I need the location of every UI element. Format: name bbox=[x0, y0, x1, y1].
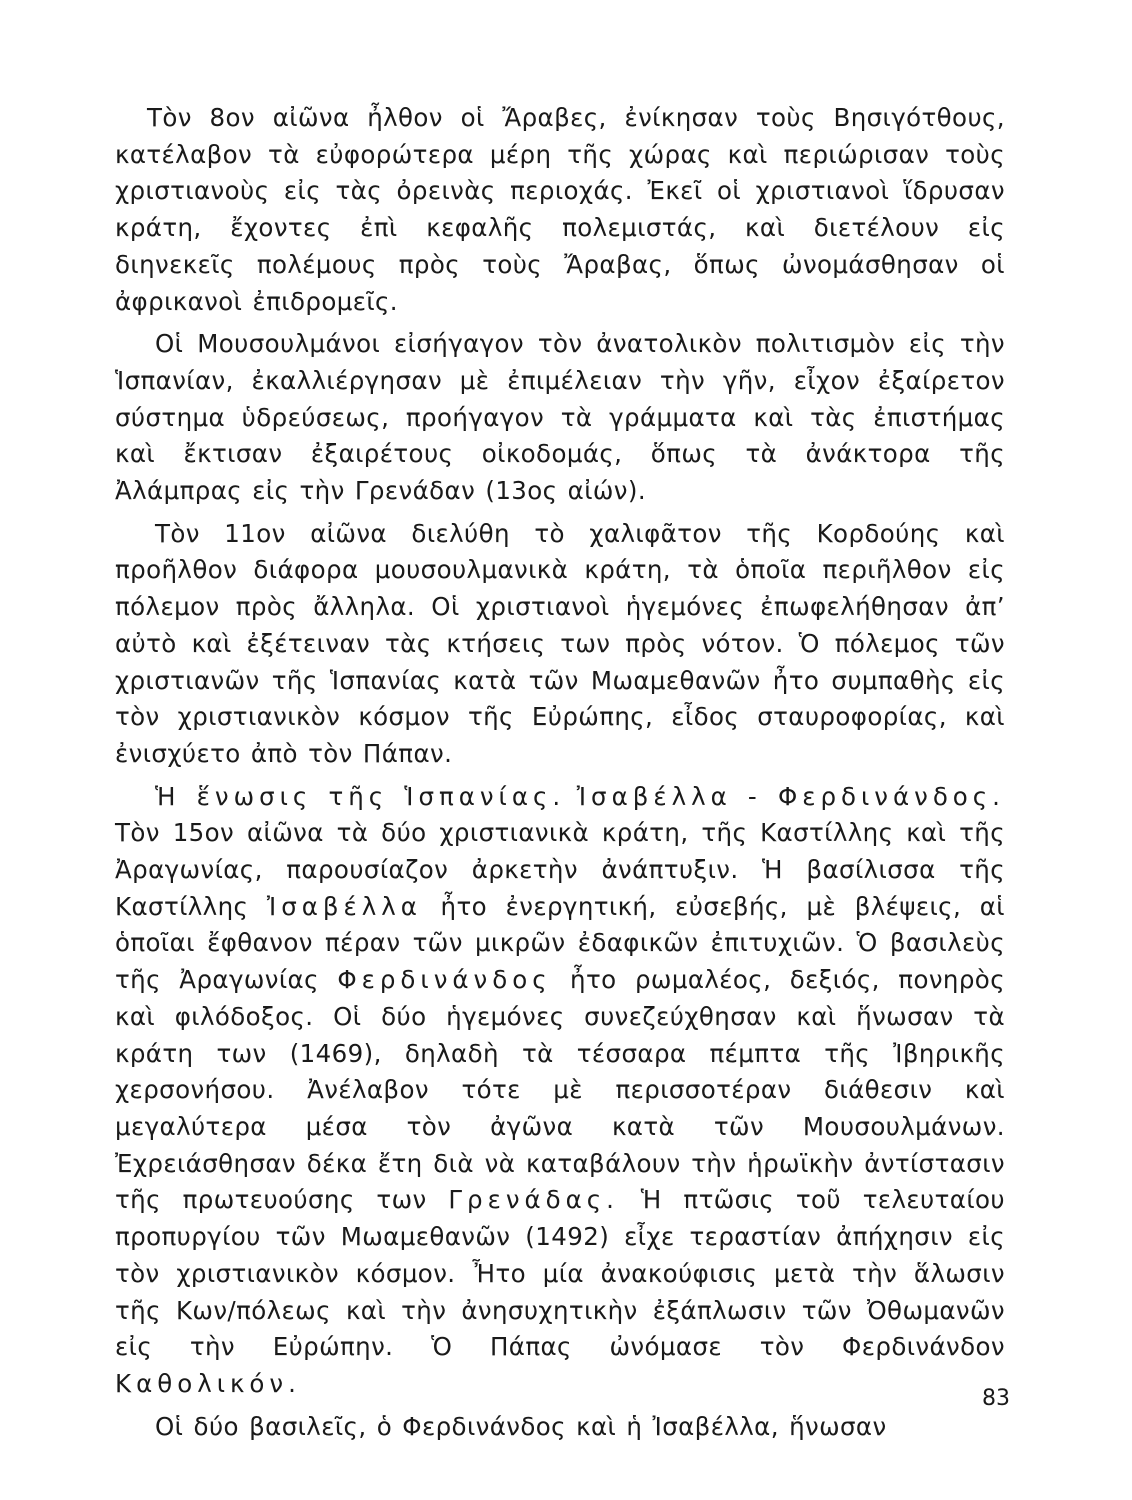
section-heading: Ἡ ἕνωσις τῆς Ἱσπανίας. bbox=[155, 781, 566, 811]
name-ferdinand: Φερδινάνδος bbox=[337, 965, 552, 995]
paragraph-two-kings: Οἱ δύο βασιλεῖς, ὁ Φερδινάνδος καὶ ἡ Ἰσαβέλλα, ἥνωσαν bbox=[155, 1411, 887, 1441]
union-text-3: ἦτο ρωμαλέος, δεξιός, πονηρὸς καὶ φιλόδοξος. Οἱ δύο ἡγεμόνες συνεζεύχθησαν καὶ ἥνωσαν τὰ κράτη των (1469), δηλαδὴ τὰ τέσσαρα πέμπτα τῆς Ἰβηρικῆς χερσονήσου. Ἀνέλαβον τότε μὲ περισσοτέραν διάθεσιν καὶ μεγαλύτερα μέσα τὸν ἀγῶνα κατὰ τῶν Μουσουλμάνων. Ἐχρειάσθησαν δέκα ἔτη διὰ νὰ καταβάλουν τὴν ἡρωϊκὴν ἀντίστασιν τῆς πρωτευούσης των bbox=[115, 965, 1005, 1215]
union-text-4: Ἡ πτῶσις τοῦ τελευταίου προπυργίου τῶν Μωαμεθανῶν (1492) εἶχε τεραστίαν ἀπήχησιν εἰς τὸν χριστιανικὸν κόσμον. Ἦτο μία ἀνακούφισις μετὰ τὴν ἅλωσιν τῆς Κων/πόλεως καὶ τὴν ἀνησυχητικὴν ἐξάπλωσιν τῶν Ὀθωμανῶν εἰς τὴν Εὐρώπην. Ὁ Πάπας ὠνόμασε τὸν Φερδινάνδον bbox=[115, 1185, 1005, 1362]
name-isabella: Ἰσαβέλλα bbox=[266, 891, 422, 921]
union-text-1: Τὸν 15ον αἰῶνα τὰ δύο χριστιανικὰ κράτη, τῆς Καστίλλης καὶ τῆς Ἀραγωνίας, παρουσίαζον ἀρκετὴν ἀνάπτυξιν. Ἡ βασίλισσα τῆς Καστίλλης bbox=[115, 818, 1005, 921]
paragraph-arab-conquest: Τὸν 8ον αἰῶνα ἦλθον οἱ Ἄραβες, ἐνίκησαν τοὺς Βησιγότθους, κατέλαβον τὰ εὐφορώτερα μέρη τῆς χώρας καὶ περιώρισαν τοὺς χριστιανοὺς εἰς τὰς ὀρεινὰς περιοχάς. Ἐκεῖ οἱ χριστιανοὶ ἵδρυσαν κράτη, ἔχοντες ἐπὶ κεφαλῆς πολεμιστάς, καὶ διετέλουν εἰς διηνεκεῖς πολέμους πρὸς τοὺς Ἄραβας, ὅπως ὠνομάσθησαν οἱ ἀφρικανοὶ ἐπιδρομεῖς. bbox=[115, 103, 1005, 316]
name-catholic: Καθολικόν. bbox=[115, 1368, 301, 1398]
name-granada: Γρενάδας. bbox=[448, 1185, 619, 1215]
page-number: 83 bbox=[982, 1386, 1010, 1411]
paragraph-muslim-civilization: Οἱ Μουσουλμάνοι εἰσήγαγον τὸν ἀνατολικὸν πολιτισμὸν εἰς τὴν Ἱσπανίαν, ἐκαλλιέργησαν μὲ ἐπιμέλειαν τὴν γῆν, εἶχον ἐξαίρετον σύστημα ὑδρεύσεως, προήγαγον τὰ γράμματα καὶ τὰς ἐπιστήμας καὶ ἔκτισαν ἐξαιρέτους οἰκοδομάς, ὅπως τὰ ἀνάκτορα τῆς Ἀλάμπρας εἰς τὴν Γρενάδαν (13ος αἰών). bbox=[115, 329, 1005, 506]
union-text-2: ἦτο ἐνεργητική, εὐσεβής, μὲ βλέψεις, αἱ ὁποῖαι ἔφθανον πέραν τῶν μικρῶν ἐδαφικῶν ἐπιτυχιῶν. Ὁ βασιλεὺς τῆς Ἀραγωνίας bbox=[115, 891, 1005, 995]
paragraph-caliphate-dissolution: Τὸν 11ον αἰῶνα διελύθη τὸ χαλιφᾶτον τῆς Κορδούης καὶ προῆλθον διάφορα μουσουλμανικὰ κράτη, τὰ ὁποῖα περιῆλθον εἰς πόλεμον πρὸς ἄλληλα. Οἱ χριστιανοὶ ἡγεμόνες ἐπωφελήθησαν ἀπ’ αὐτὸ καὶ ἐξέτειναν τὰς κτήσεις των πρὸς νότον. Ὁ πόλεμος τῶν χριστιανῶν τῆς Ἱσπανίας κατὰ τῶν Μωαμεθανῶν ἦτο συμπαθὴς εἰς τὸν χριστιανικὸν κόσμον τῆς Εὐρώπης, εἶδος σταυροφορίας, καὶ ἐνισχύετο ἀπὸ τὸν Πάπαν. bbox=[115, 518, 1005, 768]
paragraph-union-of-spain bbox=[115, 779, 1005, 1403]
section-heading-names: Ἰσαβέλλα - Φερδινάνδος. bbox=[576, 781, 1005, 811]
page-body bbox=[115, 100, 1005, 1451]
